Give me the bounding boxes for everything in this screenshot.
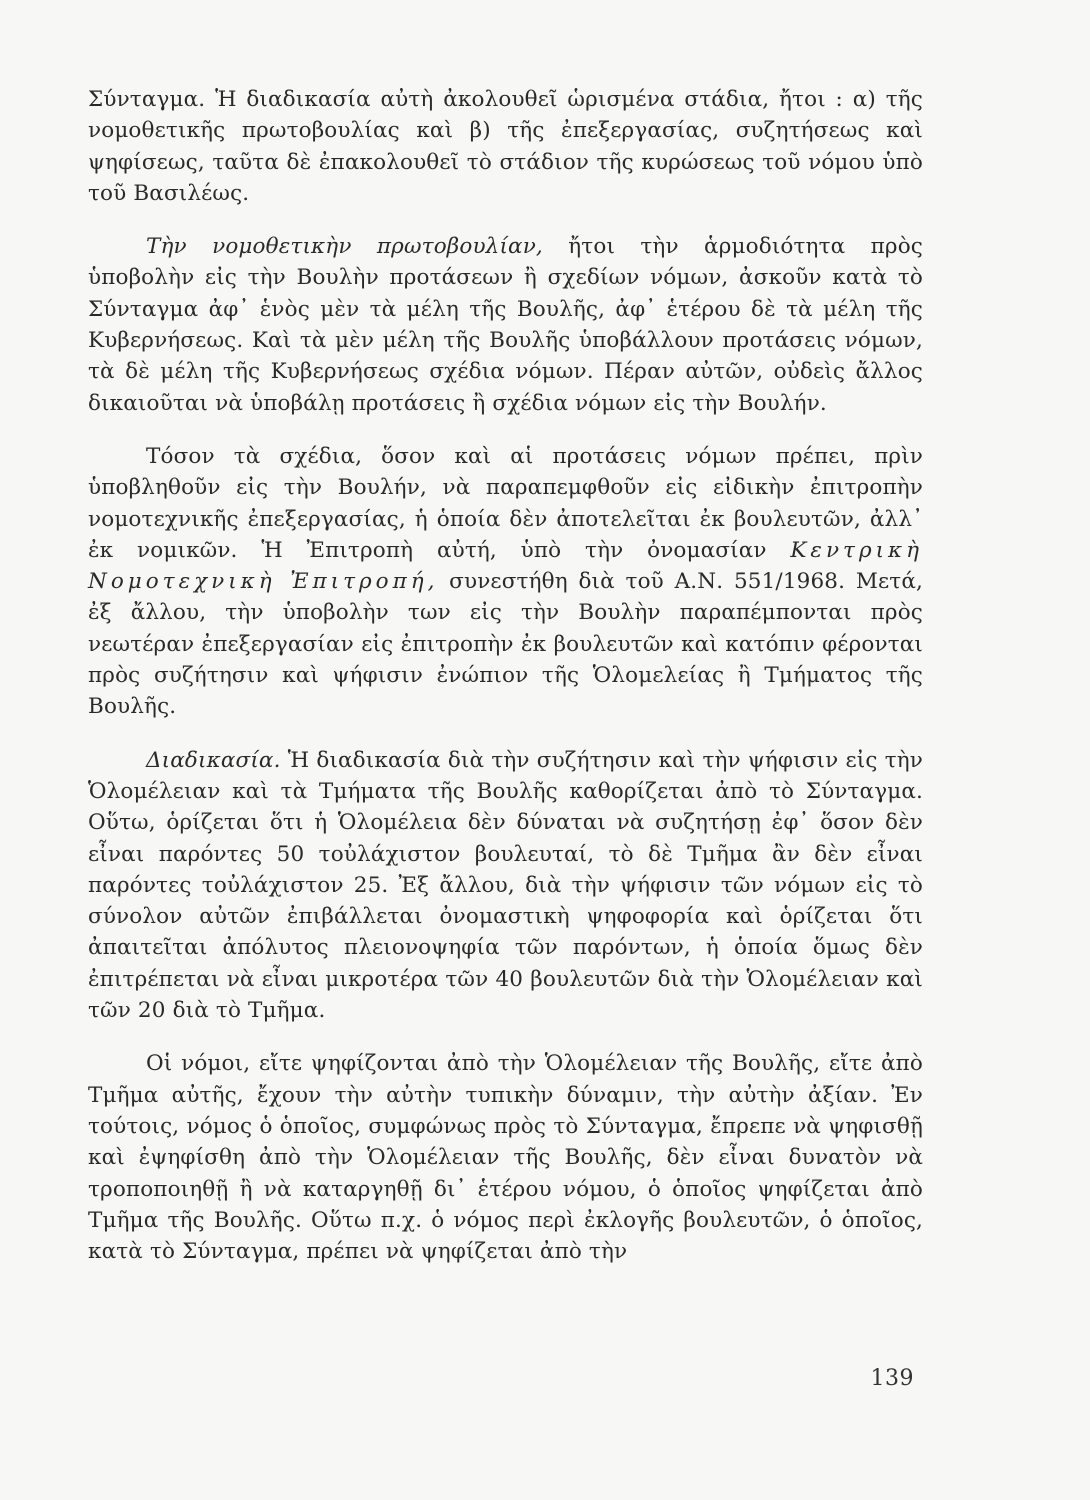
page-number: 139 [870,1366,914,1391]
paragraph-3 [88,441,923,723]
paragraph-2-text: ἤτοι τὴν ἁρμοδιότητα πρὸς ὑποβολὴν εἰς τὴν Βουλὴν προτάσεων ἢ σχεδίων νόμων, ἀσκοῦν κατὰ τὸ Σύνταγμα ἀφ᾽ ἑνὸς μὲν τὰ μέλη τῆς Βουλῆς, ἀφ᾽ ἑτέρου δὲ τὰ μέλη τῆς Κυβερνήσεως. Καὶ τὰ μὲν μέλη τῆς Βουλῆς ὑποβάλλουν προτάσεις νόμων, τὰ δὲ μέλη τῆς Κυβερνήσεως σχέδια νόμων. Πέραν αὐτῶν, οὐδεὶς ἄλλος δικαιοῦται νὰ ὑποβάλῃ προτάσεις ἢ σχέδια νόμων εἰς τὴν Βουλήν. [88,234,923,416]
paragraph-2-lead-italic: Τὴν νομοθετικὴν πρωτοβουλίαν, [146,234,543,260]
paragraph-3-committee-name: Κεντρικὴ Νομοτεχνικὴ Ἐπιτροπή, [88,537,923,595]
paragraph-1-text: Σύνταγμα. Ἡ διαδικασία αὐτὴ ἀκολουθεῖ ὡρισμένα στάδια, ἤτοι : α) τῆς νομοθετικῆς πρωτοβουλίας καὶ β) τῆς ἐπεξεργασίας, συζητήσεως καὶ ψηφίσεως, ταῦτα δὲ ἐπακολουθεῖ τὸ στάδιον τῆς κυρώσεως τοῦ νόμου ὑπὸ τοῦ Βασιλέως. [88,87,923,206]
paragraph-5-text: Οἱ νόμοι, εἴτε ψηφίζονται ἀπὸ τὴν Ὁλομέλειαν τῆς Βουλῆς, εἴτε ἀπὸ Τμῆμα αὐτῆς, ἔχουν τὴν αὐτὴν τυπικὴν δύναμιν, τὴν αὐτὴν ἀξίαν. Ἐν τούτοις, νόμος ὁ ὁποῖος, συμφώνως πρὸς τὸ Σύνταγμα, ἔπρεπε νὰ ψηφισθῇ καὶ ἐψηφίσθη ἀπὸ τὴν Ὁλομέλειαν τῆς Βουλῆς, δὲν εἶναι δυνατὸν νὰ τροποποιηθῇ ἢ νὰ καταργηθῇ δι᾽ ἑτέρου νόμου, ὁ ὁποῖος ψηφίζεται ἀπὸ Τμῆμα τῆς Βουλῆς. Οὕτω π.χ. ὁ νόμος περὶ ἐκλογῆς βουλευτῶν, ὁ ὁποῖος, κατὰ τὸ Σύνταγμα, πρέπει νὰ ψηφίζεται ἀπὸ τὴν [88,1051,923,1265]
paragraph-4 [88,745,923,1027]
paragraph-2 [88,231,923,419]
paragraph-3-text-after: συνεστήθη διὰ τοῦ Α.Ν. 551/1968. Μετά, ἐξ ἄλλου, τὴν ὑποβολὴν των εἰς τὴν Βουλὴν παραπέμπονται πρὸς νεωτέραν ἐπεξεργασίαν εἰς ἐπιτροπὴν ἐκ βουλευτῶν καὶ κατόπιν φέρονται πρὸς συζήτησιν καὶ ψήφισιν ἐνώπιον τῆς Ὁλομελείας ἢ Τμήματος τῆς Βουλῆς. [88,569,923,720]
paragraph-3-text-before: Τόσον τὰ σχέδια, ὅσον καὶ αἱ προτάσεις νόμων πρέπει, πρὶν ὑποβληθοῦν εἰς τὴν Βουλήν, νὰ παραπεμφθοῦν εἰς εἰδικὴν ἐπιτροπὴν νομοτεχνικῆς ἐπεξεργασίας, ἡ ὁποία δὲν ἀποτελεῖται ἐκ βουλευτῶν, ἀλλ᾽ ἐκ νομικῶν. Ἡ Ἐπιτροπὴ αὐτή, ὑπὸ τὴν ὀνομασίαν [88,443,923,563]
paragraph-4-lead-italic: Διαδικασία. [146,747,281,773]
paragraph-5 [88,1048,923,1267]
body-text [88,84,923,1267]
paragraph-1 [88,84,923,209]
paragraph-4-text: Ἡ διαδικασία διὰ τὴν συζήτησιν καὶ τὴν ψήφισιν εἰς τὴν Ὁλομέλειαν καὶ τὰ Τμήματα τῆς Βουλῆς καθορίζεται ἀπὸ τὸ Σύνταγμα. Οὕτω, ὁρίζεται ὅτι ἡ Ὁλομέλεια δὲν δύναται νὰ συζητήσῃ ἐφ᾽ ὅσον δὲν εἶναι παρόντες 50 τοὐλάχιστον βουλευταί, τὸ δὲ Τμῆμα ἂν δὲν εἶναι παρόντες τοὐλάχιστον 25. Ἐξ ἄλλου, διὰ τὴν ψήφισιν τῶν νόμων εἰς τὸ σύνολον αὐτῶν ἐπιβάλλεται ὀνομαστικὴ ψηφοφορία καὶ ὁρίζεται ὅτι ἀπαιτεῖται ἀπόλυτος πλειονοψηφία τῶν παρόντων, ἡ ὁποία ὅμως δὲν ἐπιτρέπεται νὰ εἶναι μικροτέρα τῶν 40 βουλευτῶν διὰ τὴν Ὁλομέλειαν καὶ τῶν 20 διὰ τὸ Τμῆμα. [88,747,923,1024]
